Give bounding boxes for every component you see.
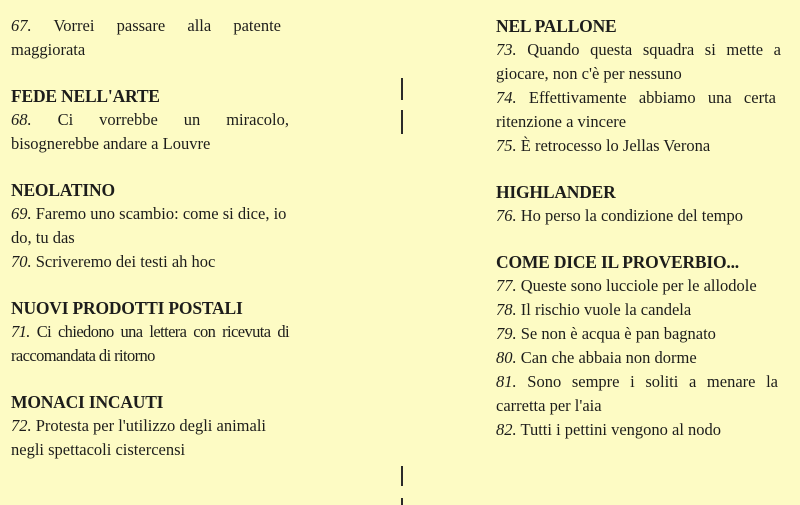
section-nuovi-prodotti-postali (11, 296, 296, 368)
joke-item-74: 74. Effettivamente abbiamo una certa ritenzione a vincere (496, 88, 776, 131)
gutter-mark-top (401, 78, 403, 100)
joke-item-81: 81. Sono sempre i soliti a menare la carretta per l'aia (496, 372, 779, 415)
joke-item-75: 75. È retrocesso lo Jellas Verona (496, 136, 711, 155)
joke-item-78: 78. Il rischio vuole la candela (496, 300, 692, 319)
joke-item-76: 76. Ho perso la condizione del tempo (496, 206, 743, 225)
gutter-mark-lower (401, 466, 403, 486)
section-heading: MONACI INCAUTI (11, 392, 164, 412)
joke-item-69: 69. Faremo uno scambio: come si dice, io do, tu das (11, 204, 287, 247)
section-nel-pallone (496, 14, 786, 158)
joke-item-72: 72. Protesta per l'utilizzo degli animali negli spettacoli cistercensi (11, 416, 266, 459)
joke-item-70: 70. Scriveremo dei testi ah hoc (11, 252, 216, 271)
joke-item-80: 80. Can che abbaia non dorme (496, 348, 697, 367)
section-heading: COME DICE IL PROVERBIO... (496, 252, 739, 272)
joke-item-71: 71. Ci chiedono una lettera con ricevuta di raccomandata di ritorno (11, 322, 289, 365)
right-page (496, 14, 786, 464)
gutter-mark-upper (401, 110, 403, 134)
section-heading: HIGHLANDER (496, 182, 616, 202)
section-heading: NEL PALLONE (496, 16, 617, 36)
section-fede-nell-arte (11, 84, 296, 156)
joke-item-73: 73. Quando questa squadra si mette a giocare, non c'è per nessuno (496, 40, 782, 83)
section-monaci-incauti (11, 390, 296, 462)
section-heading: FEDE NELL'ARTE (11, 86, 160, 106)
section-heading: NUOVI PRODOTTI POSTALI (11, 298, 243, 318)
section-highlander (496, 180, 786, 228)
joke-item-79: 79. Se non è acqua è pan bagnato (496, 324, 716, 343)
section-come-dice-il-proverbio (496, 250, 786, 442)
section-heading: NEOLATINO (11, 180, 115, 200)
joke-item-77: 77. Queste sono lucciole per le allodole (496, 276, 757, 295)
joke-item-68: 68. Ci vorrebbe un miracolo, bisognerebbe andare a Louvre (11, 110, 289, 153)
joke-item-67: 67. Vorrei passare alla patente maggiorata (11, 16, 282, 59)
joke-item-82: 82. Tutti i pettini vengono al nodo (496, 420, 722, 439)
gutter-mark-bottom (401, 498, 403, 505)
section-neolatino (11, 178, 296, 274)
left-page (11, 14, 296, 484)
